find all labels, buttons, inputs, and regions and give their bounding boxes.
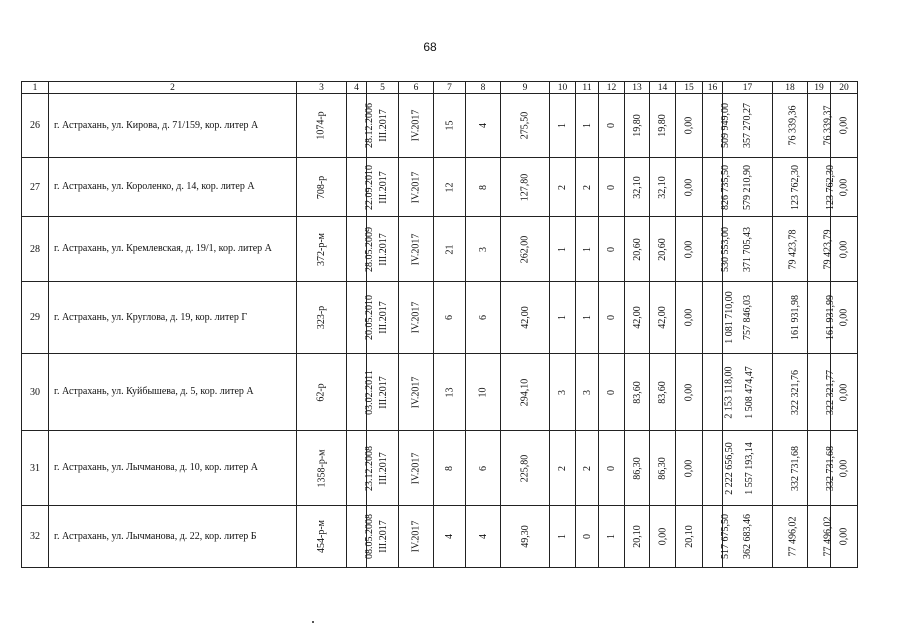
document-date-text: 20.05.2010 <box>364 295 375 340</box>
col19-text: 79 423,79 <box>822 229 834 269</box>
end-quarter-cell <box>399 94 434 158</box>
end-quarter-cell <box>399 431 434 506</box>
col15-cell <box>676 431 703 506</box>
end-quarter-text: IV.2017 <box>410 452 422 484</box>
col12-text: 1 <box>606 534 617 539</box>
col19-text: 123 762,30 <box>825 164 836 210</box>
col13-cell <box>625 506 650 568</box>
col14-text: 32,10 <box>657 175 668 199</box>
total-cost-text: 530 553,00 <box>720 226 731 272</box>
end-quarter-text: IV.2017 <box>410 109 422 142</box>
total-cost-cell <box>703 282 735 354</box>
col8-cell <box>466 217 501 282</box>
fund-cost-text: 579 210,90 <box>742 164 753 210</box>
end-quarter-text: IV.2017 <box>410 301 422 334</box>
col11-cell <box>576 158 599 217</box>
document-number-cell <box>297 282 347 354</box>
col19-cell <box>808 158 836 217</box>
start-quarter-text: III.2017 <box>377 520 389 553</box>
col7-text: 8 <box>444 465 455 471</box>
document-number-text: 62-р <box>316 382 327 402</box>
col18-text: 123 762,30 <box>790 164 801 210</box>
area-text: 42,00 <box>519 306 531 329</box>
document-date-text: 08.05.2008 <box>364 514 375 559</box>
fund-cost-text: 371 705,43 <box>742 226 753 272</box>
col13-text: 86,30 <box>631 456 643 480</box>
total-cost-cell <box>703 431 735 506</box>
fund-cost-text: 357 270,27 <box>742 103 753 148</box>
col20-cell <box>831 217 858 282</box>
header-cell: 4 <box>347 82 367 94</box>
col10-text: 1 <box>557 246 568 252</box>
document-number-cell <box>297 94 347 158</box>
col7-text: 6 <box>444 315 455 320</box>
col20-text: 0,00 <box>838 527 850 546</box>
table-row <box>22 354 858 431</box>
col14-text: 86,30 <box>657 456 668 480</box>
col8-text: 10 <box>477 387 489 397</box>
header-cell: 1 <box>22 82 49 94</box>
col12-cell <box>599 94 625 158</box>
document-date-text: 28.05.2009 <box>364 226 375 272</box>
document-date-cell <box>347 431 375 506</box>
col12-cell <box>599 282 625 354</box>
document-date-text: 03.02.2011 <box>363 369 375 415</box>
col11-cell <box>576 282 599 354</box>
col13-text: 20,10 <box>631 525 643 548</box>
col10-cell <box>550 217 576 282</box>
col12-cell <box>599 354 625 431</box>
col7-cell <box>434 158 466 217</box>
document-date-cell <box>347 282 375 354</box>
col15-text: 0,00 <box>683 308 695 327</box>
header-cell: 8 <box>466 82 501 94</box>
table-row <box>22 94 858 158</box>
header-row <box>22 82 858 94</box>
col18-cell <box>773 217 808 282</box>
header-cell: 13 <box>625 82 650 94</box>
col11-cell <box>576 354 599 431</box>
col7-text: 21 <box>444 244 455 254</box>
area-text: 294,10 <box>519 378 531 406</box>
col18-cell <box>773 158 808 217</box>
header-cell: 10 <box>550 82 576 94</box>
col19-text: 76 339,37 <box>822 105 834 146</box>
area-cell <box>501 354 550 431</box>
col14-cell <box>650 354 676 431</box>
col10-text: 2 <box>557 184 568 190</box>
col13-text: 83,60 <box>631 380 643 404</box>
col7-text: 12 <box>444 182 455 192</box>
col7-cell <box>434 431 466 506</box>
col10-text: 1 <box>557 123 568 128</box>
col15-text: 20,10 <box>683 525 695 548</box>
col8-text: 4 <box>477 123 489 128</box>
col11-cell <box>576 506 599 568</box>
row-number-cell: 27 <box>22 158 49 217</box>
col13-text: 19,80 <box>631 114 643 137</box>
header-cell: 5 <box>367 82 399 94</box>
col12-text: 0 <box>606 123 617 128</box>
header-cell: 11 <box>576 82 599 94</box>
col20-text: 0,00 <box>838 383 850 401</box>
col15-cell <box>676 282 703 354</box>
col12-text: 0 <box>606 246 617 252</box>
col13-cell <box>625 282 650 354</box>
fund-cost-text: 362 683,46 <box>742 514 753 559</box>
col13-cell <box>625 94 650 158</box>
col8-text: 8 <box>477 184 489 190</box>
row-number-cell: 26 <box>22 94 49 158</box>
end-quarter-text: IV.2017 <box>410 520 422 553</box>
col19-text: 322 321,77 <box>825 369 836 415</box>
area-cell <box>501 506 550 568</box>
end-quarter-text: IV.2017 <box>410 376 422 408</box>
document-number-text: 372-р-м <box>316 232 327 266</box>
col18-cell <box>773 282 808 354</box>
document-date-text: 28.12.2006 <box>364 103 375 148</box>
end-quarter-cell <box>399 506 434 568</box>
header-cell: 6 <box>399 82 434 94</box>
document-number-cell <box>297 354 347 431</box>
col14-text: 83,60 <box>657 380 668 404</box>
col10-cell <box>550 354 576 431</box>
col13-text: 42,00 <box>631 306 643 329</box>
col20-cell <box>831 506 858 568</box>
col18-text: 322 321,76 <box>790 369 801 415</box>
address-cell: г. Астрахань, ул. Куйбышева, д. 5, кор. литер А <box>49 354 297 431</box>
col8-cell <box>466 354 501 431</box>
col11-cell <box>576 94 599 158</box>
fund-cost-text: 1 557 193,14 <box>743 441 755 495</box>
col14-cell <box>650 506 676 568</box>
col7-cell <box>434 94 466 158</box>
col14-cell <box>650 217 676 282</box>
col13-cell <box>625 217 650 282</box>
registry-table <box>21 81 858 568</box>
document-number-text: 1358-р-м <box>316 449 327 487</box>
document-date-cell <box>347 217 375 282</box>
document-date-cell <box>347 506 375 568</box>
total-cost-text: 509 949,00 <box>720 103 731 148</box>
col19-text: 332 731,68 <box>825 445 836 491</box>
col14-text: 0,00 <box>657 527 668 546</box>
col12-text: 0 <box>606 315 617 320</box>
col13-cell <box>625 158 650 217</box>
col7-cell <box>434 354 466 431</box>
header-cell: 7 <box>434 82 466 94</box>
table-row <box>22 217 858 282</box>
col19-cell <box>808 217 834 282</box>
area-text: 275,50 <box>519 111 531 140</box>
col18-cell <box>773 94 808 158</box>
col15-cell <box>676 217 703 282</box>
row-number-cell: 28 <box>22 217 49 282</box>
col18-text: 79 423,78 <box>787 229 799 269</box>
col14-cell <box>650 431 676 506</box>
col12-cell <box>599 158 625 217</box>
col15-text: 0,00 <box>683 178 695 196</box>
page-number: 68 <box>423 40 437 54</box>
document-date-cell <box>347 354 375 431</box>
address-cell: г. Астрахань, ул. Кремлевская, д. 19/1, кор. литер А <box>49 217 297 282</box>
header-cell: 19 <box>808 82 831 94</box>
col18-cell <box>773 506 808 568</box>
col8-text: 3 <box>477 246 489 252</box>
table-row <box>22 158 858 217</box>
col18-cell <box>773 354 808 431</box>
header-cell: 9 <box>501 82 550 94</box>
col13-cell <box>625 354 650 431</box>
document-number-cell <box>297 217 347 282</box>
col15-cell <box>676 354 703 431</box>
area-cell <box>501 217 550 282</box>
col18-text: 77 496,02 <box>787 516 799 557</box>
col12-cell <box>599 217 625 282</box>
total-cost-cell <box>703 506 731 568</box>
document-number-text: 1074-р <box>316 111 327 140</box>
col10-text: 2 <box>557 465 568 471</box>
col13-text: 20,60 <box>631 237 643 261</box>
col15-text: 0,00 <box>683 116 695 135</box>
col19-text: 77 496,02 <box>822 516 834 557</box>
area-cell <box>501 94 550 158</box>
header-cell: 15 <box>676 82 703 94</box>
col14-cell <box>650 94 676 158</box>
col20-text: 0,00 <box>838 178 850 196</box>
total-cost-cell <box>703 158 731 217</box>
document-date-cell <box>347 94 375 158</box>
document-number-text: 454-р-м <box>316 520 327 553</box>
end-quarter-cell <box>399 282 434 354</box>
document-date-cell <box>347 158 375 217</box>
col14-cell <box>650 282 676 354</box>
col19-cell <box>808 431 836 506</box>
document-number-cell <box>297 431 347 506</box>
col15-text: 0,00 <box>683 240 695 258</box>
start-quarter-text: III.2017 <box>377 109 389 142</box>
end-quarter-cell <box>399 217 434 282</box>
document-number-text: 708-р <box>316 175 327 199</box>
start-quarter-text: III.2017 <box>377 301 389 334</box>
header-cell: 16 <box>703 82 723 94</box>
address-cell: г. Астрахань, ул. Круглова, д. 19, кор. литер Г <box>49 282 297 354</box>
address-cell: г. Астрахань, ул. Лычманова, д. 22, кор. литер Б <box>49 506 297 568</box>
col15-cell <box>676 506 703 568</box>
total-cost-text: 826 735,50 <box>720 164 731 210</box>
col15-cell <box>676 94 703 158</box>
area-text: 127,80 <box>519 173 531 201</box>
col11-text: 3 <box>581 389 593 395</box>
document-date-text: 22.09.2010 <box>364 164 375 210</box>
col15-cell <box>676 158 703 217</box>
col14-text: 19,80 <box>657 114 668 137</box>
col11-text: 1 <box>581 315 593 320</box>
header-cell: 17 <box>723 82 773 94</box>
total-cost-cell <box>703 217 731 282</box>
col13-text: 32,10 <box>631 175 643 199</box>
row-number-cell: 31 <box>22 431 49 506</box>
col20-text: 0,00 <box>838 240 850 258</box>
col19-text: 161 931,99 <box>825 295 836 340</box>
fund-cost-text: 1 508 474,47 <box>743 365 755 419</box>
col18-text: 332 731,68 <box>790 445 801 491</box>
header-cell: 14 <box>650 82 676 94</box>
col11-text: 0 <box>581 534 593 539</box>
area-cell <box>501 158 550 217</box>
col11-text: 1 <box>581 123 593 128</box>
col11-cell <box>576 431 599 506</box>
col19-cell <box>808 94 834 158</box>
table-row <box>22 431 858 506</box>
col7-text: 4 <box>444 534 455 539</box>
col10-cell <box>550 94 576 158</box>
col8-text: 6 <box>477 465 489 471</box>
col18-text: 76 339,36 <box>787 105 799 146</box>
col12-text: 0 <box>606 465 617 471</box>
col8-cell <box>466 431 501 506</box>
area-cell <box>501 282 550 354</box>
header-cell: 3 <box>297 82 347 94</box>
col11-cell <box>576 217 599 282</box>
total-cost-text: 517 675,50 <box>720 514 731 559</box>
area-cell <box>501 431 550 506</box>
total-cost-cell <box>703 94 731 158</box>
total-cost-text: 2 222 656,50 <box>723 441 735 495</box>
col7-cell <box>434 506 466 568</box>
col15-text: 0,00 <box>683 459 695 477</box>
row-number-cell: 32 <box>22 506 49 568</box>
col18-text: 161 931,98 <box>790 295 801 340</box>
col8-cell <box>466 94 501 158</box>
col14-text: 20,60 <box>657 237 668 261</box>
header-cell: 12 <box>599 82 625 94</box>
col10-text: 1 <box>557 315 568 320</box>
col11-text: 2 <box>581 184 593 190</box>
header-cell: 2 <box>49 82 297 94</box>
col14-text: 42,00 <box>657 306 668 329</box>
col11-text: 1 <box>581 246 593 252</box>
row-number-cell: 30 <box>22 354 49 431</box>
col19-cell <box>808 506 834 568</box>
col10-text: 1 <box>557 534 568 539</box>
col12-cell <box>599 506 625 568</box>
address-cell: г. Астрахань, ул. Лычманова, д. 10, кор. литер А <box>49 431 297 506</box>
col12-text: 0 <box>606 389 617 395</box>
col20-text: 0,00 <box>838 308 850 327</box>
header-cell: 20 <box>831 82 858 94</box>
col7-cell <box>434 282 466 354</box>
header-cell: 18 <box>773 82 808 94</box>
end-quarter-text: IV.2017 <box>410 233 422 265</box>
col8-cell <box>466 282 501 354</box>
col8-text: 6 <box>477 315 489 320</box>
col15-text: 0,00 <box>683 383 695 401</box>
col8-cell <box>466 506 501 568</box>
col13-cell <box>625 431 650 506</box>
col8-cell <box>466 158 501 217</box>
end-quarter-cell <box>399 354 434 431</box>
total-cost-cell <box>703 354 735 431</box>
col10-cell <box>550 506 576 568</box>
address-cell: г. Астрахань, ул. Кирова, д. 71/159, кор. литер А <box>49 94 297 158</box>
end-quarter-text: IV.2017 <box>410 171 422 203</box>
col19-cell <box>808 282 836 354</box>
area-text: 49,30 <box>519 525 531 548</box>
document-number-cell <box>297 158 347 217</box>
scan-speck <box>312 621 314 623</box>
fund-cost-text: 757 846,03 <box>742 295 753 340</box>
document-date-text: 23.12.2008 <box>364 445 375 491</box>
col11-text: 2 <box>581 465 593 471</box>
col14-cell <box>650 158 676 217</box>
document-number-cell <box>297 506 347 568</box>
area-text: 225,80 <box>519 454 531 482</box>
row-number-cell: 29 <box>22 282 49 354</box>
col20-text: 0,00 <box>838 116 850 135</box>
start-quarter-text: III.2017 <box>377 451 389 485</box>
col7-cell <box>434 217 466 282</box>
start-quarter-text: III.2017 <box>377 170 389 204</box>
col19-cell <box>808 354 836 431</box>
col7-text: 13 <box>444 387 455 397</box>
col10-cell <box>550 282 576 354</box>
col20-cell <box>831 94 858 158</box>
col10-cell <box>550 158 576 217</box>
col10-cell <box>550 431 576 506</box>
document-number-text: 323-р <box>316 305 327 330</box>
end-quarter-cell <box>399 158 434 217</box>
table-row <box>22 506 858 568</box>
area-text: 262,00 <box>519 235 531 263</box>
col8-text: 4 <box>477 534 489 539</box>
total-cost-text: 1 081 710,00 <box>723 291 735 344</box>
start-quarter-text: III.2017 <box>377 232 389 266</box>
col20-text: 0,00 <box>838 459 850 477</box>
col10-text: 3 <box>557 389 568 395</box>
start-quarter-text: III.2017 <box>377 375 389 409</box>
col18-cell <box>773 431 808 506</box>
table-row <box>22 282 858 354</box>
col7-text: 15 <box>444 120 455 131</box>
address-cell: г. Астрахань, ул. Короленко, д. 14, кор. литер А <box>49 158 297 217</box>
col12-cell <box>599 431 625 506</box>
total-cost-text: 2 153 118,00 <box>723 365 735 419</box>
col12-text: 0 <box>606 184 617 190</box>
